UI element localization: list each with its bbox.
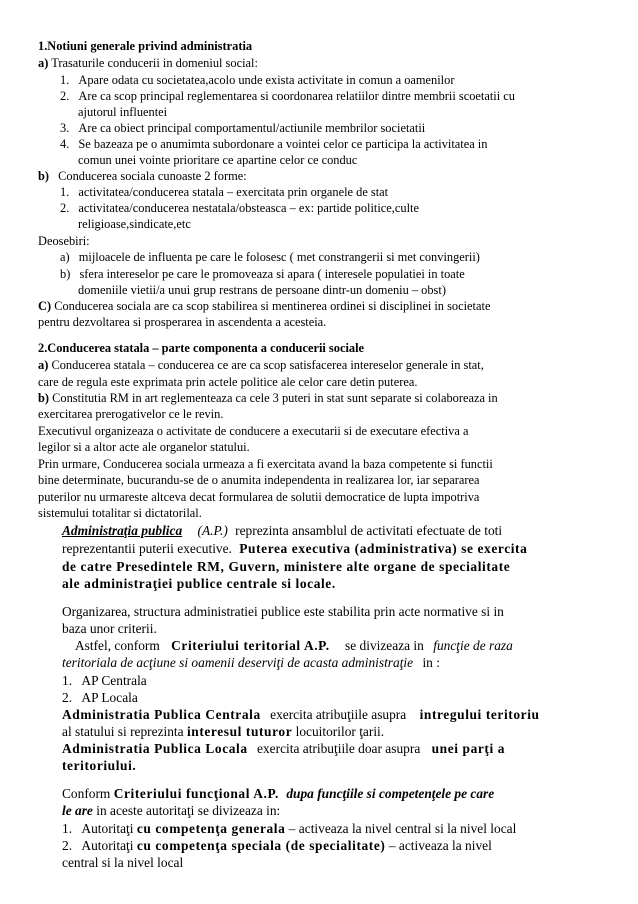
section-1-b: b) Conducerea sociala cunoaste 2 forme: [38,169,247,183]
organizare-line: Organizarea, structura administratiei publice este stabilita prin acte normative si in [62,604,504,619]
apc-line2: al statului si reprezinta interesul tuturor locuitorilor ţarii. [62,724,385,739]
list-item: 4. Se bazeaza pe o anumimta subordonare a vointei celor ce participa la activitatea in [60,137,488,151]
list-item-continuation: central si la nivel local [62,855,184,870]
deosebiri-label: Deosebiri: [38,234,90,248]
section-1-a: a) Trasaturile conducerii in domeniul social: [38,56,258,70]
ap-definition-line2: reprezentantii puterii executive. Puterea executiva (administrativa) se exercita [62,541,528,556]
list-item-continuation: comun unei vointe prioritare ce apartine celor ce conduc [78,153,358,167]
list-item: b) sfera intereselor pe care le promoveaza si apara ( interesele populatiei in toate [60,267,465,281]
section-1-title: 1.Notiuni generale privind administratia [38,39,253,53]
organizare-line2: baza unor criterii. [62,621,157,636]
list-item: 2. activitatea/conducerea nestatala/obsteasca – ex: partide politice,culte [60,201,419,215]
paragraph-line: Executivul organizeaza o activitate de conducere a executarii si de executare efectiva a [38,424,469,438]
paragraph-line: bine determinate, bucurandu-se de o anumita independenta in realizarea lor, iar separarea [38,473,480,487]
section-2-a-line2: care de regula este exprimata prin actele politice ale celor care detin puterea. [38,375,418,389]
list-item: 1. activitatea/conducerea statala – exercitata prin organele de stat [60,185,389,199]
apl-line2: teritoriului. [62,758,137,773]
list-item: 2. Autoritaţi cu competenţa speciala (de specialitate) – activeaza la nivel [62,838,492,853]
section-1-c-line2: pentru dezvoltarea si prosperarea in ascendenta a acesteia. [38,315,327,329]
section-2-title: 2.Conducerea statala – parte componenta a conducerii sociale [38,341,365,355]
section-2-a: a) Conducerea statala – conducerea ce are ca scop satisfacerea intereselor generale in stat, [38,358,484,372]
list-item: 1. AP Centrala [62,673,147,688]
criteriu-teritorial: Astfel, conform Criteriului teritorial A.P. se divizeaza in funcţie de raza [75,638,513,653]
list-item: 1. Apare odata cu societatea,acolo unde exista activitate in comun a oamenilor [60,73,455,87]
list-item-continuation: ajutorul influentei [78,105,168,119]
list-item-continuation: religioase,sindicate,etc [78,217,191,231]
apc-line: Administratia Publica Centrala exercita atribuţiile asupra intregului teritoriu [62,707,540,722]
criteriu-teritorial-line2: teritoriala de acţiune si oamenii deserviţi de acasta administraţie in : [62,655,440,670]
list-item-continuation: domeniile vietii/a unui grup restrans de persoane dintr-un domeniu – obst) [78,283,446,297]
section-2-b-line2: exercitarea prerogativelor ce le revin. [38,407,224,421]
paragraph-line: legilor si a altor acte ale organelor statului. [38,440,250,454]
criteriu-functional-line2: le are in aceste autoritaţi se divizeaza in: [62,803,281,818]
section-2-b: b) Constitutia RM in art reglementeaza ca cele 3 puteri in stat sunt separate si colaboreaza in [38,391,498,405]
list-item: 2. AP Locala [62,690,138,705]
section-1-c: C) Conducerea sociala are ca scop stabilirea si mentinerea ordinei si disciplinei in societate [38,299,491,313]
ap-definition: Administraţia publica (A.P.) reprezinta ansamblul de activitati efectuate de toti [62,523,503,538]
ap-definition-line4: ale administraţiei publice centrale si locale. [62,576,336,591]
list-item: a) mijloacele de influenta pe care le folosesc ( met constrangerii si met convingerii) [60,250,480,264]
paragraph-line: puterilor nu urmareste altceva decat formularea de solutii democratice de lupta impotriva [38,490,480,504]
paragraph-line: Prin urmare, Conducerea sociala urmeaza a fi exercitata avand la baza competente si functii [38,457,493,471]
ap-definition-line3: de catre Presedintele RM, Guvern, ministere alte organe de specialitate [62,559,511,574]
paragraph-line: sistemului totalitar si dictatorilal. [38,506,202,520]
list-item: 1. Autoritaţi cu competenţa generala – activeaza la nivel central si la nivel local [62,821,517,836]
list-item: 3. Are ca obiect principal comportamentul/actiunile membrilor societatii [60,121,426,135]
list-item: 2. Are ca scop principal reglementarea si coordonarea relatiilor dintre membrii scoetatii cu [60,89,515,103]
criteriu-functional: Conform Criteriului funcţional A.P. dupa funcţiile si competenţele pe care [62,786,495,801]
apl-line: Administratia Publica Locala exercita atribuţiile doar asupra unei parţi a [62,741,506,756]
